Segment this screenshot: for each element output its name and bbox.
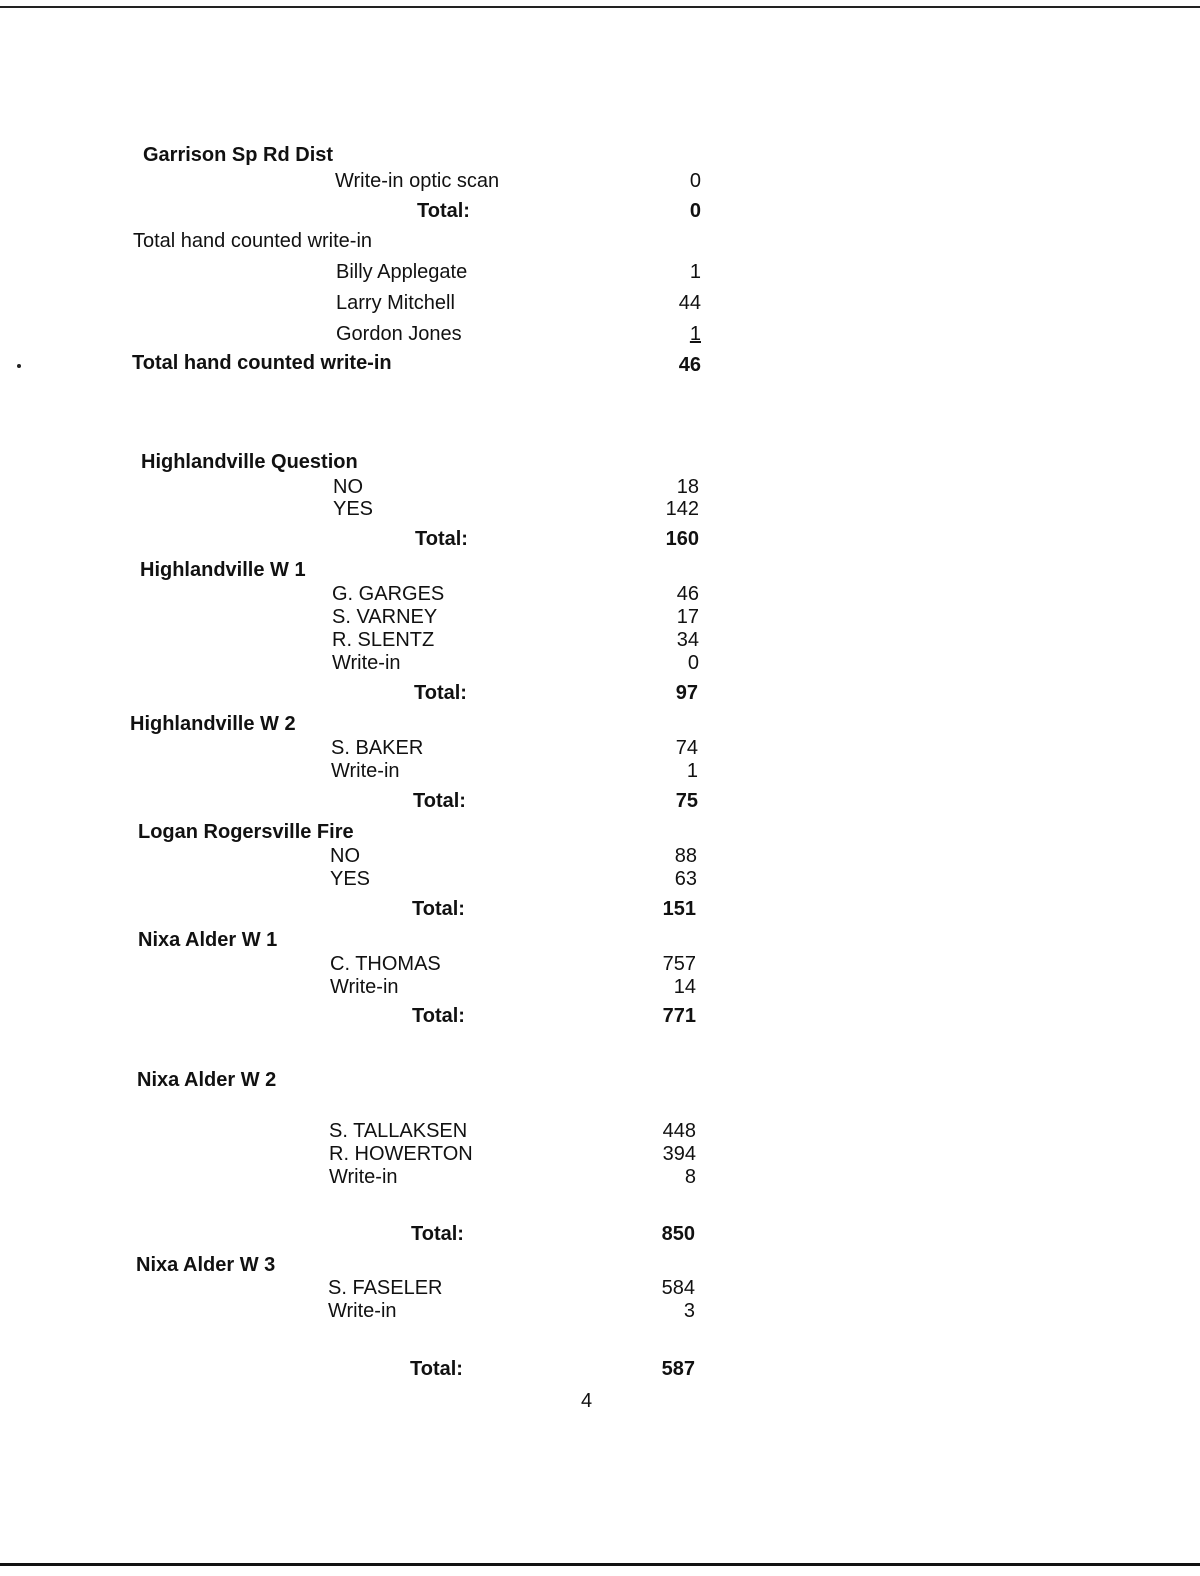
summary-label: Total hand counted write-in (132, 352, 392, 374)
row-label: Write-in (329, 1166, 398, 1188)
row-value: 1 (689, 261, 701, 283)
row-value: 34 (676, 629, 699, 651)
row-label: R. SLENTZ (332, 629, 435, 651)
page-number: 4 (581, 1390, 593, 1412)
total-value: 97 (675, 682, 698, 704)
row-label: YES (330, 868, 371, 890)
row-value: 142 (665, 498, 699, 520)
row-label: S. VARNEY (332, 606, 438, 628)
section-title: Nixa Alder W 2 (137, 1069, 277, 1091)
row-label: YES (333, 498, 374, 520)
section-title: Total hand counted write-in (133, 230, 373, 252)
total-label: Total: (412, 1005, 465, 1027)
margin-dot (17, 364, 21, 368)
total-value: 0 (689, 200, 701, 222)
row-value: 74 (675, 737, 698, 759)
row-label: Larry Mitchell (336, 292, 455, 314)
row-value: 14 (673, 976, 696, 998)
total-label: Total: (414, 682, 467, 704)
section-title: Nixa Alder W 1 (138, 929, 278, 951)
row-label: Write-in optic scan (335, 170, 500, 192)
row-label: Write-in (332, 652, 401, 674)
total-label: Total: (411, 1223, 464, 1245)
total-value: 771 (662, 1005, 696, 1027)
section-title: Highlandville Question (141, 451, 358, 473)
row-label: S. BAKER (331, 737, 424, 759)
row-label: NO (330, 845, 360, 867)
row-value: 1 (689, 323, 701, 345)
row-value: 18 (676, 476, 699, 498)
row-value: 3 (683, 1300, 695, 1322)
row-value: 17 (676, 606, 699, 628)
row-label: Write-in (330, 976, 399, 998)
row-value: 0 (689, 170, 701, 192)
section-title: Nixa Alder W 3 (136, 1254, 276, 1276)
total-label: Total: (413, 790, 466, 812)
row-label: Billy Applegate (336, 261, 468, 283)
total-value: 160 (665, 528, 699, 550)
row-value: 757 (662, 953, 696, 975)
total-label: Total: (417, 200, 470, 222)
row-label: Gordon Jones (336, 323, 462, 345)
row-label: Write-in (331, 760, 400, 782)
section-title: Highlandville W 1 (140, 559, 306, 581)
row-value: 8 (684, 1166, 696, 1188)
row-value: 1 (686, 760, 698, 782)
section-title: Garrison Sp Rd Dist (143, 144, 334, 166)
row-label: R. HOWERTON (329, 1143, 473, 1165)
row-label: S. TALLAKSEN (329, 1120, 468, 1142)
row-label: S. FASELER (328, 1277, 443, 1299)
row-value: 46 (676, 583, 699, 605)
total-value: 587 (661, 1358, 695, 1380)
summary-value: 46 (678, 354, 701, 376)
total-label: Total: (410, 1358, 463, 1380)
total-label: Total: (415, 528, 468, 550)
row-value: 44 (678, 292, 701, 314)
row-value: 394 (662, 1143, 696, 1165)
total-value: 151 (662, 898, 696, 920)
row-label: Write-in (328, 1300, 397, 1322)
section-title: Logan Rogersville Fire (138, 821, 354, 843)
row-label: G. GARGES (332, 583, 445, 605)
section-title: Highlandville W 2 (130, 713, 296, 735)
total-value: 75 (675, 790, 698, 812)
row-value: 63 (674, 868, 697, 890)
row-label: C. THOMAS (330, 953, 441, 975)
top-rule (0, 6, 1200, 8)
row-value: 584 (661, 1277, 695, 1299)
row-value: 88 (674, 845, 697, 867)
row-value: 0 (687, 652, 699, 674)
row-label: NO (333, 476, 363, 498)
row-value: 448 (662, 1120, 696, 1142)
total-label: Total: (412, 898, 465, 920)
bottom-rule (0, 1563, 1200, 1566)
total-value: 850 (661, 1223, 695, 1245)
